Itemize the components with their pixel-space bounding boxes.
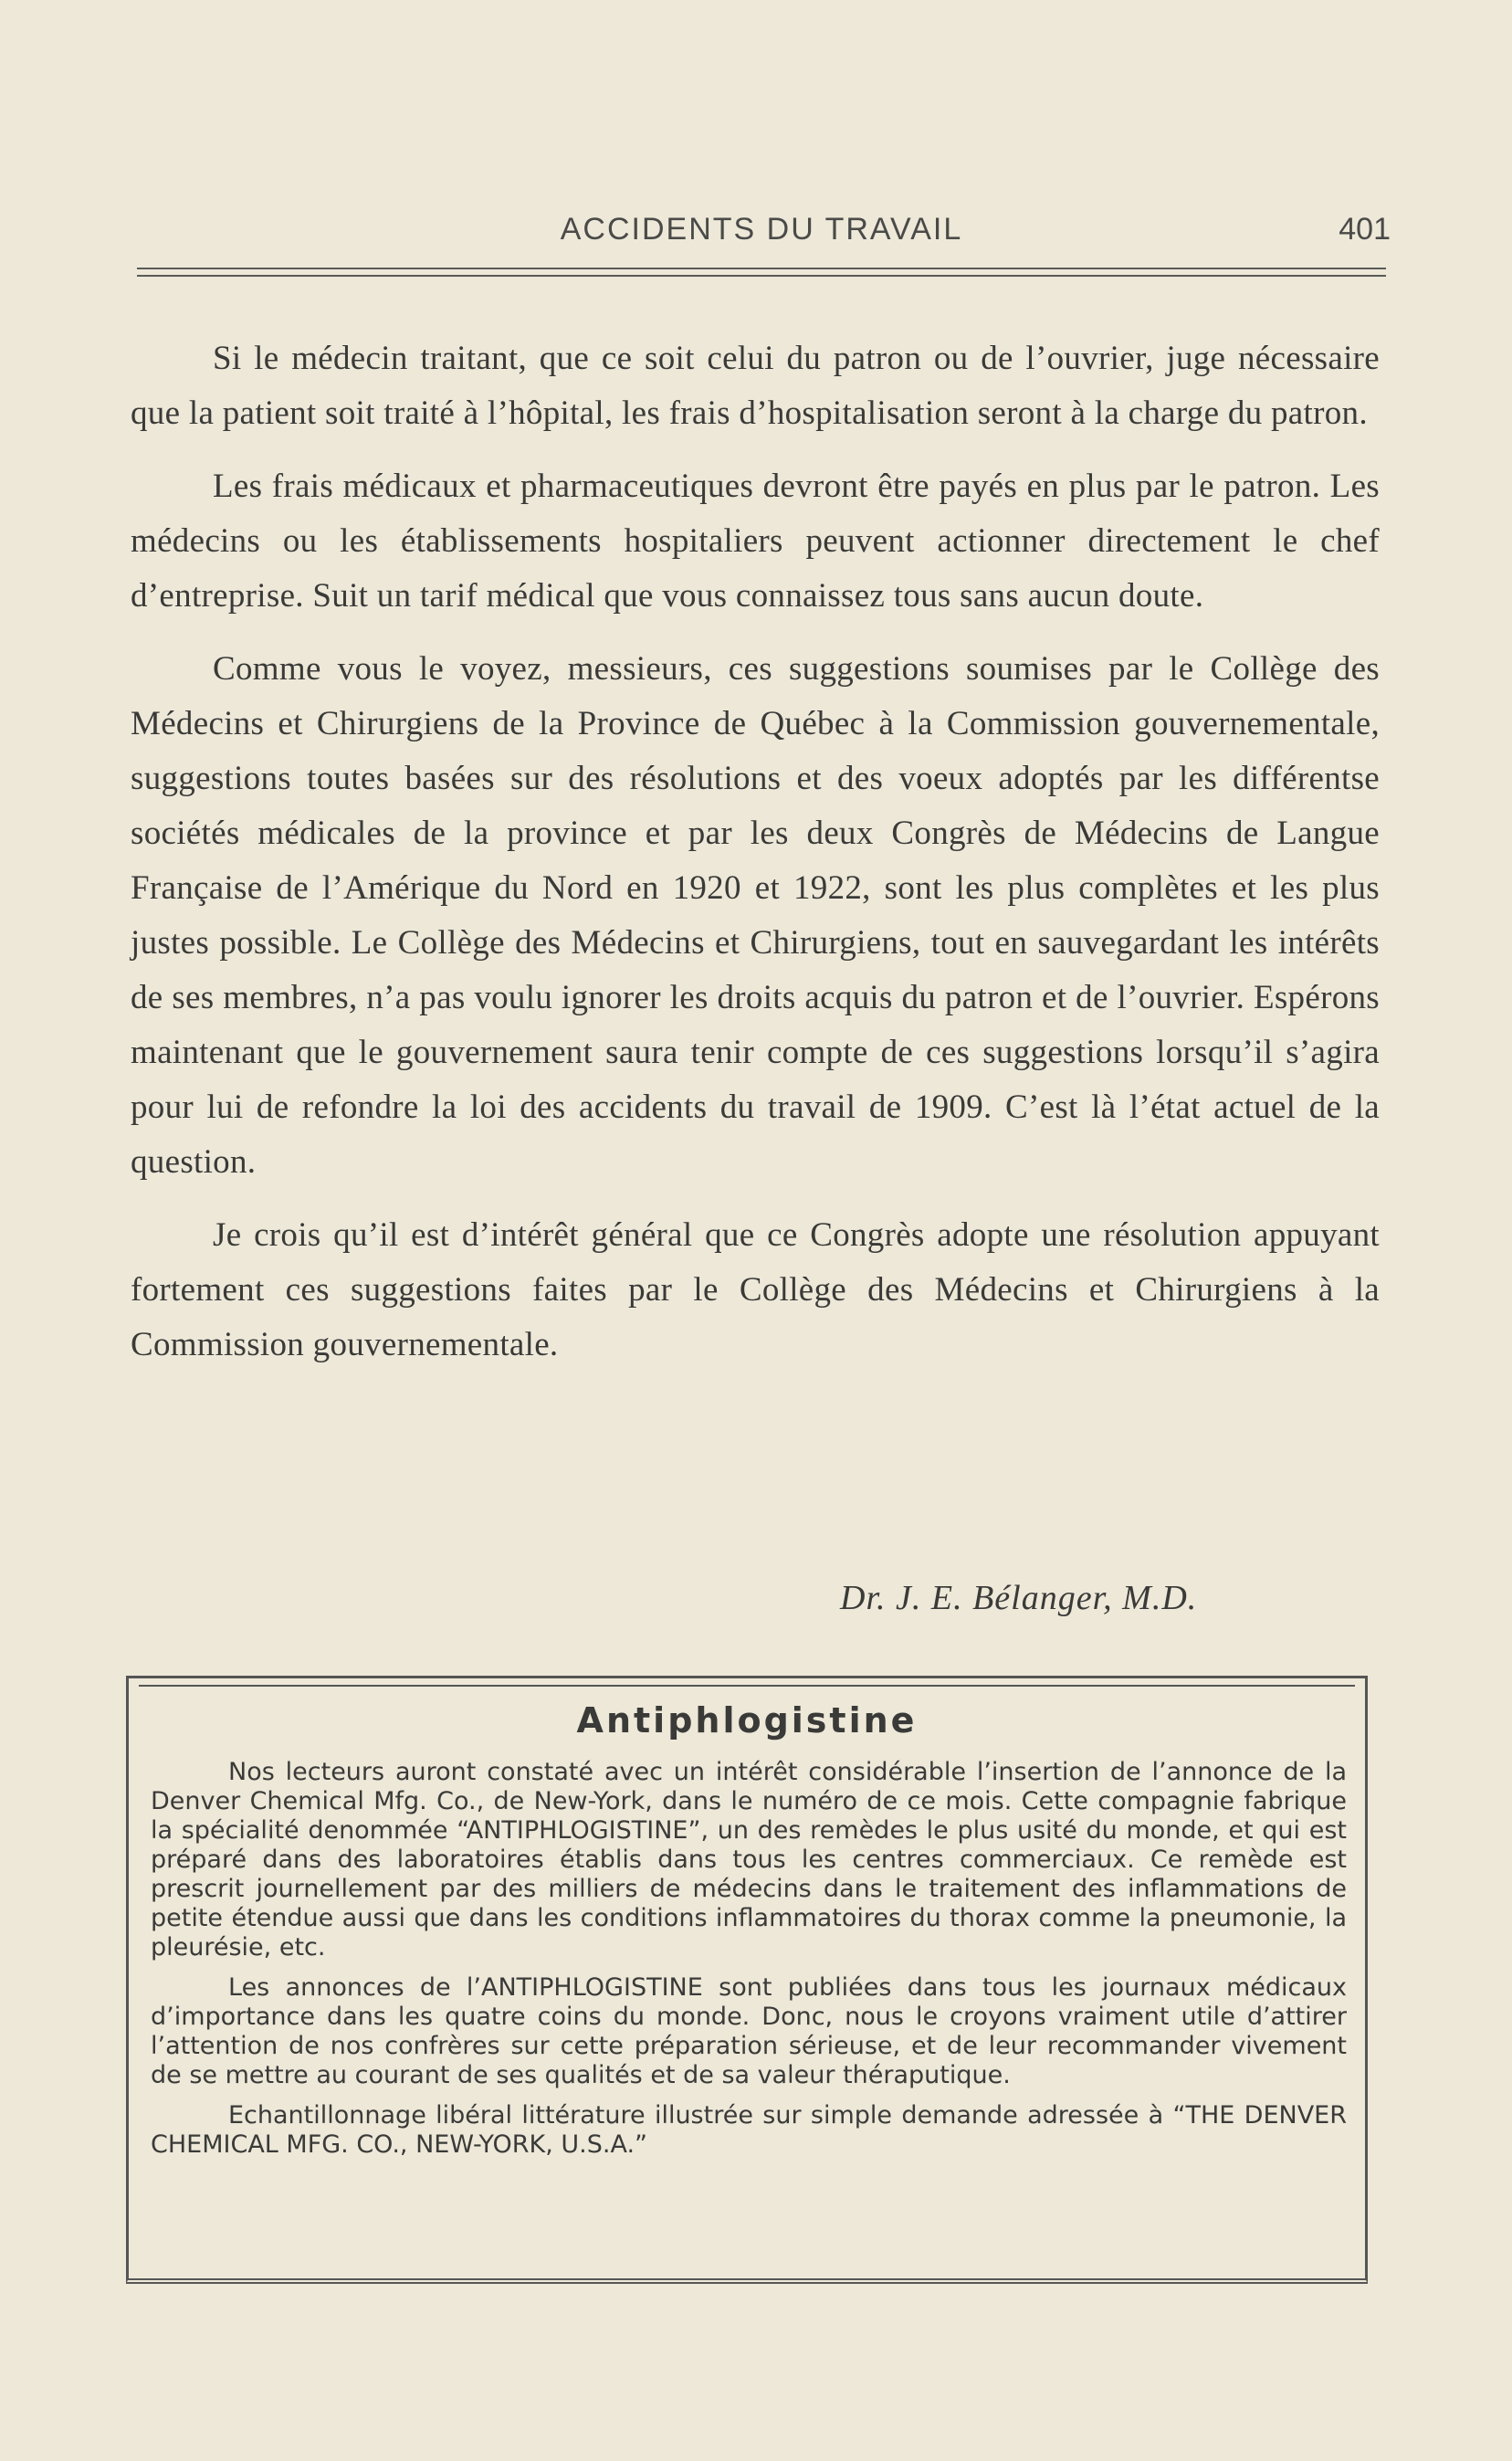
author-signature: Dr. J. E. Bélanger, M.D. bbox=[840, 1579, 1198, 1617]
advertisement-title: Antiphlogistine bbox=[576, 1700, 918, 1741]
paragraph-medical-fees: Les frais médicaux et pharmaceutiques devront être payés en plus par le patron. Les médecins ou les établissements hospitaliers peuvent actionner directement le chef d’entreprise. Suit un tarif médical que vous connaissez tous sans aucun doute. bbox=[131, 468, 1380, 615]
paragraph-suggestions: Comme vous le voyez, messieurs, ces suggestions soumises par le Collège des Médecins et Chirurgiens de la Province de Québec à la Commission gouvernementale, suggestions toutes basées sur des résolutions et des voeux adoptés par les différentse sociétés médicales de la province et par les deux Congrès de Médecins de Langue Française de l’Amérique du Nord en 1920 et 1922, sont les plus complètes et les plus justes possible. Le Collège des Médecins et Chirurgiens, tout en sauvegardant les intérêts de ses membres, n’a pas voulu ignorer les droits acquis du patron et de l’ouvrier. Espérons maintenant que le gouvernement saura tenir compte de ces suggestions lorsqu’il s’agira pour lui de refondre la loi des accidents du travail de 1909. C’est là l’état actuel de la question. bbox=[131, 650, 1380, 1181]
header-rule bbox=[137, 268, 1386, 277]
advertisement-top-rule bbox=[139, 1685, 1355, 1687]
advertisement-paragraph: Nos lecteurs auront constaté avec un intérêt considérable l’insertion de l’annonce de la Denver Chemical Mfg. Co., de New-York, dans le numéro de ce mois. Cette compagnie fabrique la spécialité denommée “ANTIPHLOGISTINE”, un des remèdes le plus usité du monde, et qui est préparé dans des laboratoires établis dans tous les centres commerciaux. Ce remède est prescrit journellement par des milliers de médecins dans le traitement des inflammations de petite étendue aussi que dans les conditions inflammatoires du thorax comme la pneumonie, la pleurésie, etc. bbox=[151, 1758, 1347, 1961]
paragraph-resolution: Je crois qu’il est d’intérêt général que ce Congrès adopte une résolution appuyant fortement ces suggestions faites par le Collège des Médecins et Chirurgiens à la Commission gouvernementale. bbox=[131, 1216, 1380, 1363]
advertisement-body bbox=[151, 1758, 1347, 2171]
running-title: ACCIDENTS DU TRAVAIL bbox=[560, 212, 963, 247]
advertisement-paragraph: Les annonces de l’ANTIPHLOGISTINE sont publiées dans tous les journaux médicaux d’importance dans les quatre coins du monde. Donc, nous le croyons vraiment utile d’attirer l’attention de nos confrères sur cette préparation sérieuse, et de leur recommander vivement de se mettre au courant de ses qualités et de sa valeur théraputique. bbox=[151, 1973, 1347, 2089]
body-text bbox=[131, 331, 1380, 1391]
advertisement-paragraph: Echantillonnage libéral littérature illustrée sur simple demande adressée à “THE DENVER CHEMICAL MFG. CO., NEW-YORK, U.S.A.” bbox=[151, 2101, 1347, 2159]
page-number: 401 bbox=[1339, 212, 1391, 247]
paragraph-hospital-costs: Si le médecin traitant, que ce soit celui du patron ou de l’ouvrier, juge nécessaire que la patient soit traité à l’hôpital, les frais d’hospitalisation seront à la charge du patron. bbox=[131, 340, 1380, 432]
running-head bbox=[132, 212, 1391, 258]
